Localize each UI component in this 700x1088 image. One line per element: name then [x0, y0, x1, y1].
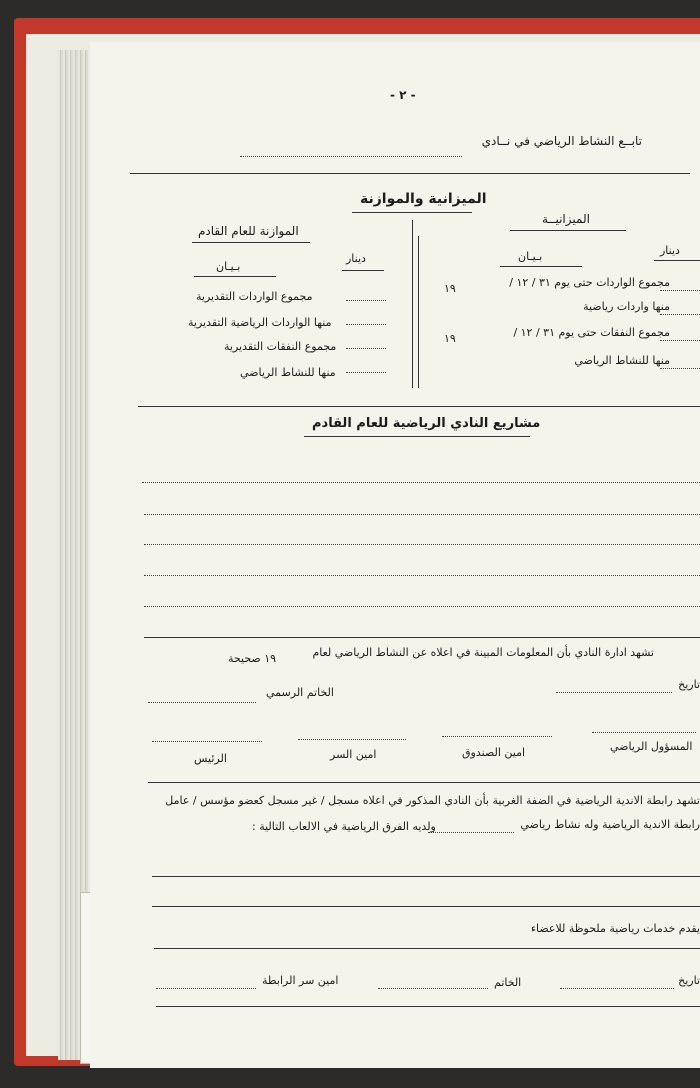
- signatory-sports-officer: المسؤول الرياضي: [610, 740, 693, 753]
- signature-line-secretary: [298, 739, 406, 740]
- forecast-statement-header: بـيـان: [216, 260, 241, 273]
- projects-title: مشاريع النادي الرياضية للعام القادم: [312, 416, 541, 431]
- federation-seal-label: الخاتم: [494, 976, 522, 989]
- budget-dinar-header: دينار: [660, 244, 680, 257]
- certification-date-label: تاريخ: [678, 678, 700, 691]
- projects-title-underline: [304, 436, 530, 437]
- forecast-value-3: [346, 348, 386, 349]
- budget-statement-underline: [500, 266, 582, 267]
- budget-row-2: منها واردات رياضية: [583, 300, 670, 313]
- signatory-secretary: امين السر: [330, 748, 377, 761]
- budget-title-line: [510, 230, 626, 231]
- budget-statement-header: بـيـان: [518, 250, 543, 263]
- projects-line-4: [144, 575, 700, 576]
- federation-secretary-label: امين سر الرابطة: [262, 974, 339, 987]
- forecast-row-3: مجموع النفقات التقديرية: [224, 340, 337, 353]
- signature-line-sports-officer: [592, 732, 696, 733]
- signature-line-treasurer: [442, 736, 552, 737]
- page-number: - ٢ -: [390, 88, 416, 102]
- forecast-dinar-header: دينار: [346, 252, 366, 265]
- federation-line-5: [154, 948, 700, 949]
- budget-row-1: مجموع الواردات حتى يوم ٣١ / ١٢ /: [509, 276, 670, 289]
- form-page: [90, 42, 700, 1068]
- divider-1: [130, 173, 690, 174]
- forecast-value-2: [346, 324, 386, 325]
- column-separator-2: [418, 236, 419, 388]
- federation-date-label: تاريخ: [678, 974, 700, 987]
- projects-line-5: [144, 606, 700, 607]
- certification-date-blank: [556, 692, 672, 693]
- federation-seal-blank: [378, 988, 488, 989]
- federation-date-blank: [560, 988, 674, 989]
- projects-line-2: [144, 514, 700, 515]
- budget-year-3: ١٩: [444, 332, 456, 345]
- club-name-blank: [240, 156, 462, 157]
- federation-line-4: [152, 906, 700, 907]
- budget-value-2: [660, 314, 700, 315]
- certification-seal-blank: [148, 702, 256, 703]
- forecast-row-4: منها للنشاط الرياضي: [240, 366, 336, 379]
- budget-value-3: [660, 340, 700, 341]
- club-line-label: تابــع النشاط الرياضي في نــادي: [481, 134, 642, 148]
- federation-services: يقدم خدمات رياضية ملحوظة للاعضاء: [530, 922, 700, 935]
- federation-line-2b: ولديه الفرق الرياضية في الالعاب التالية :: [252, 820, 436, 833]
- federation-line-1: تشهد رابطة الاندية الرياضية في الضفة الغربية بأن النادي المذكور في اعلاه مسجل / غير مسجل كعضو مؤسس / عامل: [165, 794, 700, 807]
- budget-year-1: ١٩: [444, 282, 456, 295]
- forecast-title: الموازنة للعام القادم: [198, 224, 299, 238]
- signatory-treasurer: امين الصندوق: [462, 746, 526, 759]
- federation-line-2a: رابطة الاندية الرياضية وله نشاط رياضي: [520, 818, 700, 831]
- budget-dinar-underline: [654, 260, 700, 261]
- budget-row-4: منها للنشاط الرياضي: [574, 354, 670, 367]
- projects-line-3: [144, 544, 700, 545]
- federation-activity-blank: [428, 832, 514, 833]
- projects-line-1: [142, 482, 700, 483]
- divider-5: [156, 1006, 700, 1007]
- signatory-president: الرئيس: [194, 752, 227, 765]
- signature-line-president: [152, 741, 262, 742]
- budget-title-underline: [352, 212, 472, 213]
- certification-year: ١٩ صحيحة: [228, 652, 277, 665]
- budget-value-1: [660, 290, 700, 291]
- certification-seal-label: الخاتم الرسمي: [266, 686, 334, 699]
- forecast-row-1: مجموع الواردات التقديرية: [196, 290, 313, 303]
- forecast-value-4: [346, 372, 386, 373]
- budget-section-title: الميزانية والموازنة: [360, 191, 487, 207]
- budget-row-3: مجموع النفقات حتى يوم ٣١ / ١٢ /: [513, 326, 670, 339]
- budget-value-4: [660, 368, 700, 369]
- budget-title: الميزانيــة: [542, 212, 590, 226]
- forecast-dinar-underline: [342, 270, 384, 271]
- divider-2: [138, 406, 700, 407]
- divider-4: [148, 782, 700, 783]
- federation-line-3: [152, 876, 700, 877]
- forecast-title-line: [192, 242, 310, 243]
- forecast-value-1: [346, 300, 386, 301]
- certification-statement: تشهد ادارة النادي بأن المعلومات المبينة في اعلاه عن النشاط الرياضي لعام: [312, 646, 654, 659]
- forecast-row-2: منها الواردات الرياضية التقديرية: [188, 316, 332, 329]
- forecast-statement-underline: [194, 276, 276, 277]
- column-separator-1: [412, 220, 413, 388]
- federation-secretary-blank: [156, 988, 256, 989]
- divider-3: [144, 637, 700, 638]
